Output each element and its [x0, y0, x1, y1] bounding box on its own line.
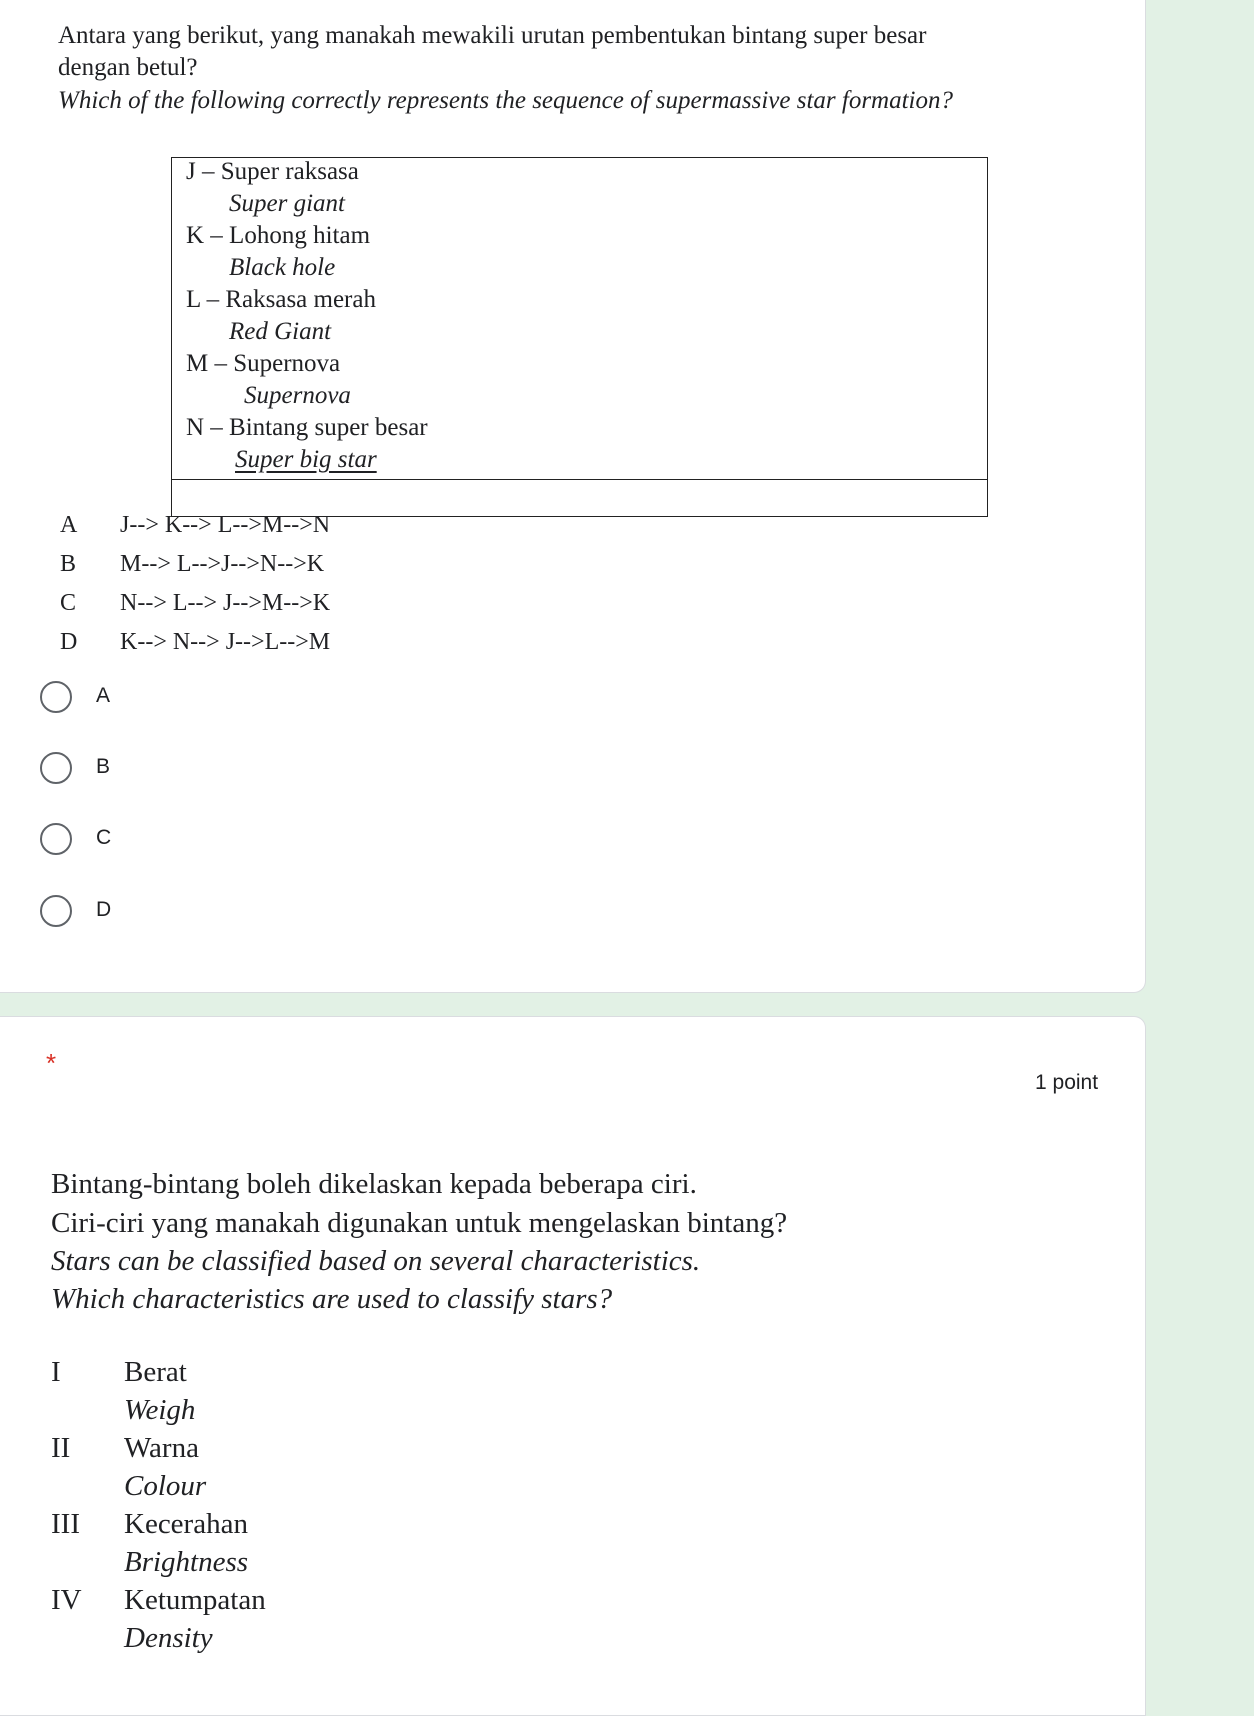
question2-line2: Ciri-ciri yang manakah digunakan untuk mengelaskan bintang? — [51, 1207, 788, 1239]
legend-k-ms: K – Lohong hitam — [186, 222, 371, 249]
legend-n-en: Super big star — [235, 446, 377, 473]
item-iii-num: III — [51, 1508, 80, 1540]
radio-button-b[interactable] — [40, 752, 72, 784]
question2-line1: Bintang-bintang boleh dikelaskan kepada beberapa ciri. — [51, 1168, 697, 1200]
question2-line3: Stars can be classified based on several characteristics. — [51, 1245, 701, 1277]
choice-c-label[interactable]: C — [96, 826, 112, 849]
legend-l-ms: L – Raksasa merah — [186, 286, 376, 313]
question1-text-en: Which of the following correctly represents the sequence of supermassive star formation? — [58, 87, 953, 114]
radio-button-d[interactable] — [40, 895, 72, 927]
option-d-letter: D — [60, 629, 78, 655]
question1-text-ms-line2: dengan betul? — [58, 54, 198, 81]
item-i-ms: Berat — [124, 1356, 187, 1388]
required-asterisk: * — [46, 1048, 57, 1078]
points-label: 1 point — [1035, 1071, 1099, 1094]
legend-table — [171, 157, 988, 517]
item-ii-ms: Warna — [124, 1432, 199, 1464]
item-iv-ms: Ketumpatan — [124, 1584, 266, 1616]
item-iii-en: Brightness — [124, 1546, 249, 1578]
legend-divider — [172, 479, 987, 480]
item-i-en: Weigh — [124, 1394, 196, 1426]
item-iii-ms: Kecerahan — [124, 1508, 248, 1540]
option-c-sequence: N--> L--> J-->M-->K — [120, 590, 331, 616]
item-iv-en: Density — [124, 1622, 213, 1654]
legend-m-en: Supernova — [244, 382, 351, 409]
option-c-letter: C — [60, 590, 77, 616]
legend-j-en: Super giant — [229, 190, 345, 217]
item-ii-num: II — [51, 1432, 71, 1464]
option-d-sequence: K--> N--> J-->L-->M — [120, 629, 331, 655]
choice-d-label[interactable]: D — [96, 898, 112, 921]
item-i-num: I — [51, 1356, 61, 1388]
option-b-sequence: M--> L-->J-->N-->K — [120, 551, 325, 577]
radio-button-c[interactable] — [40, 823, 72, 855]
choice-a-label[interactable]: A — [96, 684, 111, 707]
option-a-sequence: J--> K--> L-->M-->N — [120, 512, 331, 538]
option-b-letter: B — [60, 551, 77, 577]
legend-l-en: Red Giant — [229, 318, 332, 345]
legend-m-ms: M – Supernova — [186, 350, 341, 377]
legend-k-en: Black hole — [229, 254, 336, 281]
choice-b-label[interactable]: B — [96, 755, 111, 778]
question1-text-ms-line1: Antara yang berikut, yang manakah mewakili urutan pembentukan bintang super besar — [58, 22, 927, 49]
item-ii-en: Colour — [124, 1470, 207, 1502]
item-iv-num: IV — [51, 1584, 82, 1616]
legend-j-ms: J – Super raksasa — [186, 158, 359, 185]
option-a-letter: A — [60, 512, 78, 538]
radio-button-a[interactable] — [40, 681, 72, 713]
legend-n-ms: N – Bintang super besar — [186, 414, 428, 441]
question2-line4: Which characteristics are used to classify stars? — [51, 1283, 613, 1315]
